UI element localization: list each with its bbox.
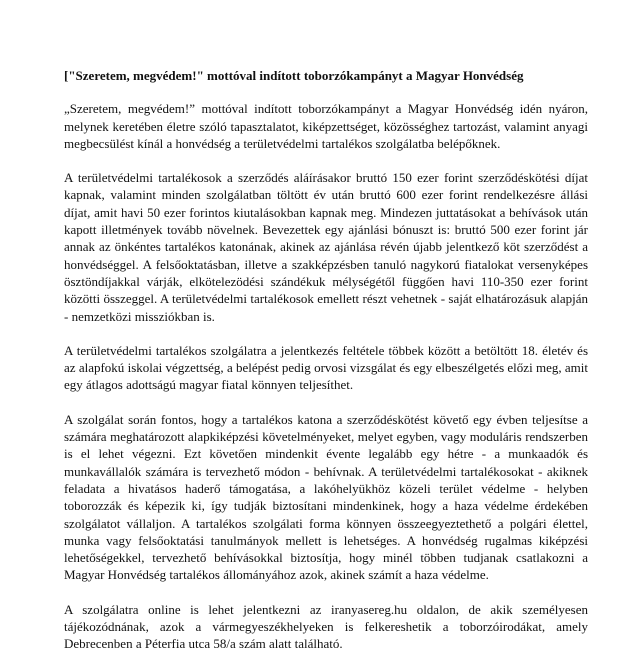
paragraph-requirements: A területvédelmi tartalékos szolgálatra a jelentkezés feltétele többek között a betöltött 18. életév és az alapfokú iskolai végzettség, a belépést pedig orvosi vizsgálat és egy elbeszélgetés előzi meg, amit egy átlagos adottságú magyar fiatal könnyen teljesíthet. — [64, 342, 588, 393]
document-page — [64, 67, 588, 653]
paragraph-benefits: A területvédelmi tartalékosok a szerződés aláírásakor bruttó 150 ezer forint szerződéskötési díjat kapnak, valamint minden szolgálatban töltött év után bruttó 600 ezer forint rendelkezésre állási díjat, amit havi 50 ezer forintos kiutalásokban kapnak meg. Mindezen juttatásokat a behívások után kapott illetmények tovább növelnek. Bevezettek egy ajánlási bónuszt is: bruttó 500 ezer forint jár annak az önkéntes tartalékos katonának, akinek az ajánlása révén újabb jelentkező köt szerződést a honvédséggel. A felsőoktatásban, illetve a szakképzésben tanuló nagykorú fiatalokat versenyképes ösztöndíjakkal várják, elkötelezödési szándékuk mélységétől függően havi 110-350 ezer forint közötti összeggel. A területvédelmi tartalékosok emellett részt vehetnek - saját elhatározásuk alapján - nemzetközi missziókban is. — [64, 170, 588, 324]
paragraph-service: A szolgálat során fontos, hogy a tartalékos katona a szerződéskötést követő egy évben teljesítse a számára meghatározott alapkiképzési követelményeket, melyet egyben, vagy moduláris rendszerben is el lehet végezni. Ezt követően mindenkit évente legalább egy hétre - a munkaadók és munkavállalók számára is tervezhető módon - behívnak. A területvédelmi tartalékosokat - akiknek feladata a hivatásos haderő támogatása, a lakóhelyükhöz közeli terület védelme - helyben toborozzák és képezik ki, így tudják biztosítani mindenkinek, hogy a haza védelme érdekében szolgálatot vállaljon. A tartalékos szolgálati forma könnyen összeegyeztethető a polgári élettel, munka vagy felsőoktatási tanulmányok mellett is lehetséges. A honvédség rugalmas kiképzési lehetőségekkel, tervezhető behívásokkal biztosítja, hogy minél többen tudjanak csatlakozni a Magyar Honvédség tartalékos állományához azok, akinek számít a haza védelme. — [64, 411, 588, 583]
paragraph-intro: „Szeretem, megvédem!” mottóval indított toborzókampányt a Magyar Honvédség idén nyáron, melynek keretében életre szóló tapasztalatot, kiképzettséget, közösséghez tartozást, valamint anyagi megbecsülést kínál a honvédség a területvédelmi tartalékos szolgálatba belépőknek. — [64, 101, 588, 151]
paragraph-application: A szolgálatra online is lehet jelentkezni az iranyasereg.hu oldalon, de akik személyesen tájékozódnának, azok a vármegyeszékhelyeken is felkereshetik a toborzóirodákat, amely Debrecenben a Péterfia utca 58/a szám alatt található. — [64, 601, 588, 652]
document-title: ["Szeretem, megvédem!" mottóval indított toborzókampányt a Magyar Honvédség — [64, 68, 524, 83]
